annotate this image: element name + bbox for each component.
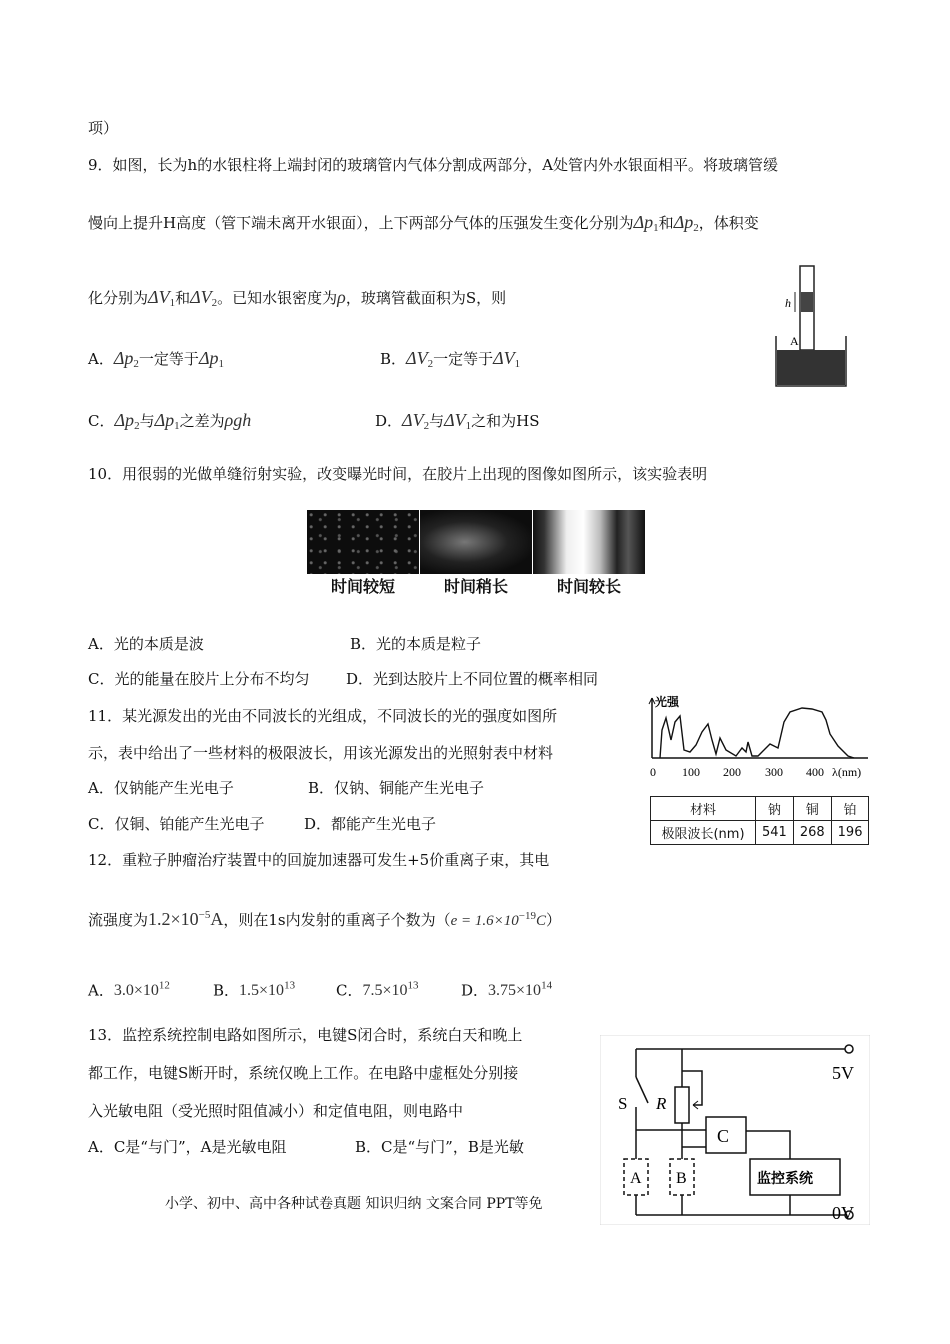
table-cell-pt: 196 — [831, 821, 869, 845]
fig13-monitor-label: 监控系统 — [757, 1171, 813, 1187]
q12-text-1: 12．重粒子肿瘤治疗装置中的回旋加速器可发生+5价重离子束，其电 — [88, 851, 550, 869]
fig10-strip-short — [307, 510, 419, 574]
q12-text-2: 流强度为$1.2\times 10^{-5}A$，则在1s内发射的重离子个数为$(e = 1.6\times 10^{-19}C)$ — [88, 909, 562, 929]
q13-text-1: 13．监控系统控制电路如图所示，电键S闭合时，系统白天和晚上 — [88, 1026, 523, 1044]
q11-option-c: C．仅铜、铂能产生光电子 — [88, 815, 265, 833]
math-rho: ρ — [337, 287, 346, 307]
q9-text-3b: 和 — [175, 289, 191, 307]
q13-option-b: B．C是“与门”，B是光敏 — [355, 1138, 524, 1156]
fig10-strip-long — [533, 510, 645, 574]
fig13-c-label: C — [717, 1126, 730, 1146]
fig10-caption-2: 时间稍长 — [443, 577, 508, 596]
fig11-material-table — [650, 796, 869, 845]
fig11-ylabel: 光强 — [655, 695, 680, 709]
q9-text-3d: ，玻璃管截面积为S，则 — [345, 289, 507, 307]
fig11-xlabel: λ(nm) — [832, 765, 862, 779]
page-footer: 小学、初中、高中各种试卷真题 知识归纳 文案合同 PPT等免 — [165, 1196, 543, 1212]
q12-option-c: C．$7.5\times 10^{13}$ — [336, 980, 419, 1000]
table-cell-cu: 268 — [793, 821, 831, 845]
q9-option-d: D．$\Delta V_2$与$\Delta V_1$之和为HS — [375, 410, 540, 432]
fig11-tick-300: 300 — [765, 765, 783, 779]
fig9-a-label: A — [790, 334, 799, 348]
math-dp2: $\Delta p_2$ — [673, 212, 699, 234]
q10-option-c: C．光的能量在胶片上分布不均匀 — [88, 670, 310, 688]
fig9-h-label: h — [785, 296, 791, 310]
table-header-cu: 铜 — [793, 797, 831, 821]
q9-text-3c: 。已知水银密度为 — [217, 289, 338, 307]
fig11-tick-100: 100 — [682, 765, 700, 779]
q9-option-a: A．$\Delta p_2$一定等于$\Delta p_1$ — [88, 348, 225, 370]
q9-text-3 — [88, 287, 506, 313]
q9-text-3a: 化分别为 — [88, 289, 149, 307]
q13-text-2: 都工作，电键S断开时，系统仅晚上工作。在电路中虚框处分别接 — [88, 1064, 519, 1082]
q9-text-2b: 和 — [658, 214, 674, 232]
table-cell-na: 541 — [756, 821, 794, 845]
fig9-tube-diagram — [770, 262, 870, 392]
fig10-strip-medium — [420, 510, 532, 574]
fig13-0v-label: 0V — [832, 1203, 854, 1223]
fig13-r-label: R — [656, 1094, 667, 1113]
q10-option-a: A．光的本质是波 — [88, 635, 204, 653]
table-header-material: 材料 — [651, 797, 756, 821]
fig13-5v-label: 5V — [832, 1063, 854, 1083]
fig13-circuit-diagram — [600, 1035, 870, 1225]
q12-option-d: D．$3.75\times 10^{14}$ — [461, 980, 553, 1000]
continuation-text: 项） — [88, 119, 119, 137]
fig13-b-label: B — [676, 1170, 687, 1187]
fig11-tick-400: 400 — [806, 765, 824, 779]
math-dv2: $\Delta V_2$ — [190, 287, 218, 309]
q13-option-a: A．C是“与门”，A是光敏电阻 — [88, 1138, 287, 1156]
fig10-caption-3: 时间较长 — [556, 577, 621, 596]
q9-option-c: C．$\Delta p_2$与$\Delta p_1$之差为ρgh — [88, 410, 252, 432]
q11-option-b: B．仅钠、铜能产生光电子 — [308, 779, 485, 797]
math-dv1: $\Delta V_1$ — [148, 287, 176, 309]
fig11-spectrum-chart — [640, 690, 880, 786]
fig11-tick-0: 0 — [650, 765, 656, 779]
q9-text-1: 9．如图，长为h的水银柱将上端封闭的玻璃管内气体分割成两部分，A处管内外水银面相平。将玻璃管缓 — [88, 156, 779, 174]
q13-text-3: 入光敏电阻（受光照时阻值减小）和定值电阻，则电路中 — [88, 1102, 464, 1120]
q11-text-1: 11．某光源发出的光由不同波长的光组成，不同波长的光的强度如图所 — [88, 707, 558, 725]
q12-option-b: B．$1.5\times 10^{13}$ — [213, 980, 296, 1000]
q9-text-2a: 慢向上提升H高度（管下端未离开水银面），上下两部分气体的压强发生变化分别为 — [88, 214, 634, 232]
q10-text: 10．用很弱的光做单缝衍射实验，改变曝光时间，在胶片上出现的图像如图所示，该实验表明 — [88, 465, 708, 483]
table-header-na: 钠 — [756, 797, 794, 821]
q9-text-2c: ，体积变 — [698, 214, 759, 232]
table-row-label: 极限波长(nm) — [651, 821, 756, 845]
q9-option-b: B．$\Delta V_2$一定等于$\Delta V_1$ — [380, 348, 521, 370]
q10-option-b: B．光的本质是粒子 — [350, 635, 482, 653]
q11-text-2: 示，表中给出了一些材料的极限波长，用该光源发出的光照射表中材料 — [88, 744, 554, 762]
math-dp1: $\Delta p_1$ — [633, 212, 659, 234]
table-header-pt: 铂 — [831, 797, 869, 821]
fig11-tick-200: 200 — [723, 765, 741, 779]
q11-option-d: D．都能产生光电子 — [304, 815, 437, 833]
fig13-s-label: S — [618, 1094, 628, 1113]
q12-option-a: A．$3.0\times 10^{12}$ — [88, 980, 170, 1000]
q9-text-2 — [88, 212, 759, 238]
q11-option-a: A．仅钠能产生光电子 — [88, 779, 234, 797]
fig10-diffraction-images — [307, 510, 647, 600]
fig10-caption-1: 时间较短 — [330, 577, 395, 596]
fig13-a-label: A — [630, 1170, 642, 1187]
q10-option-d: D．光到达胶片上不同位置的概率相同 — [346, 670, 599, 688]
